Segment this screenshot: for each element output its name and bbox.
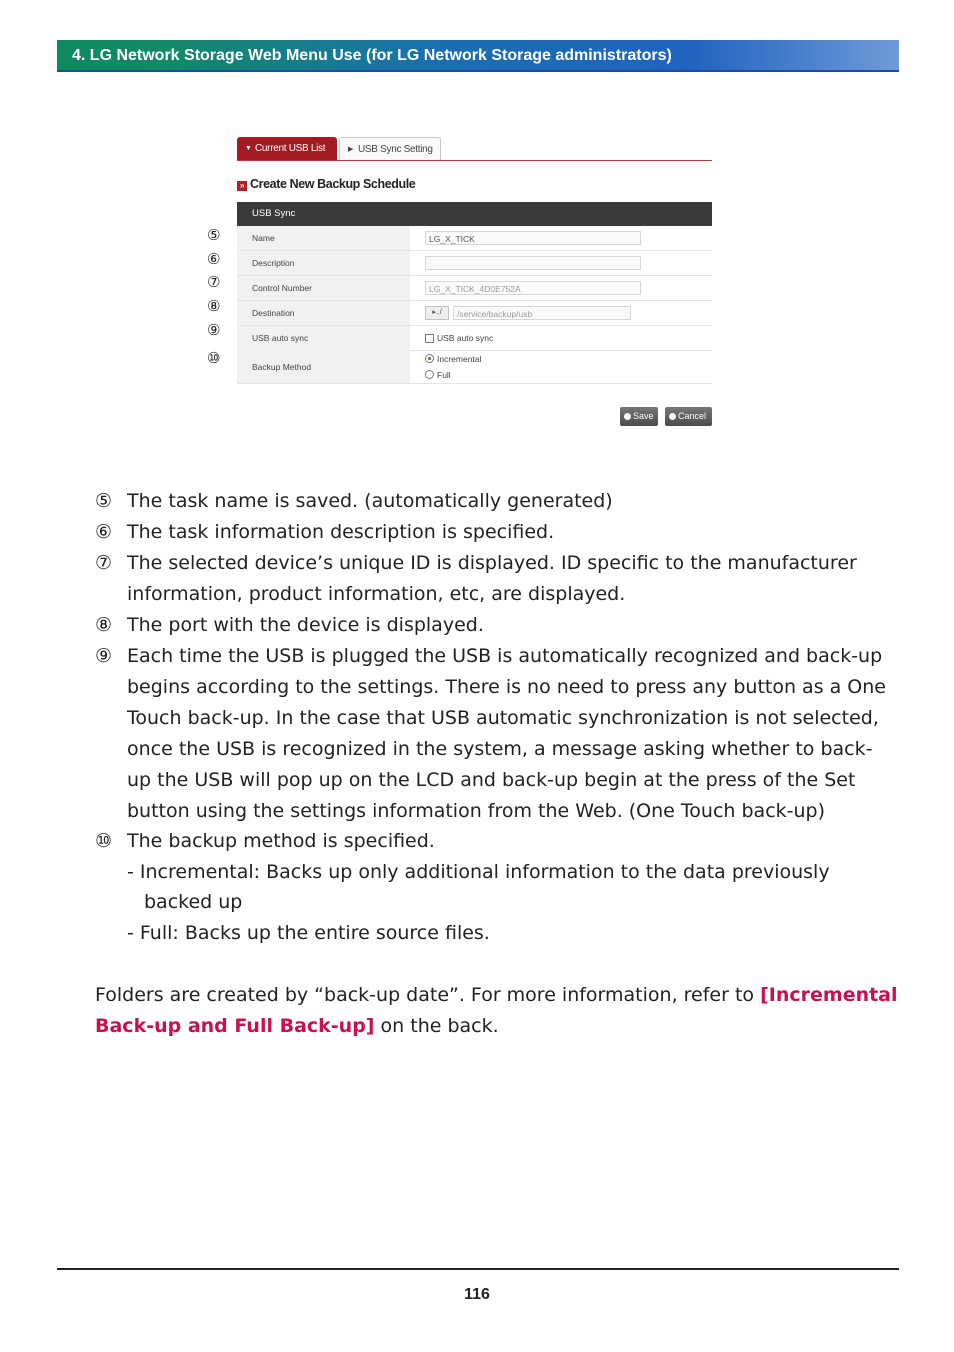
folder-note [95, 980, 898, 1042]
item-number: ⑦ [95, 552, 113, 574]
item-text: once the USB is recognized in the system, a message asking whether to back- [127, 738, 873, 760]
sub-item-incremental: - Incremental: Backs up only additional information to the data previously [127, 861, 830, 883]
cancel-icon [669, 413, 676, 420]
chapter-header-bar [57, 40, 899, 72]
tab-underline [237, 160, 712, 161]
section-title [237, 177, 415, 191]
row-name [237, 226, 712, 251]
save-button-label: Save [633, 411, 654, 421]
item-text: information, product information, etc, are displayed. [127, 583, 626, 605]
callout-8: ⑧ [207, 297, 221, 315]
name-input[interactable]: LG_X_TICK [425, 231, 641, 245]
item-text: The port with the device is displayed. [127, 614, 484, 636]
incremental-label: Incremental [437, 353, 482, 364]
row-destination [237, 301, 712, 326]
item-number: ⑧ [95, 614, 113, 636]
row-description [237, 251, 712, 276]
item-number: ⑥ [95, 521, 113, 543]
caret-down-icon: ▼ [245, 145, 252, 152]
description-input[interactable] [425, 256, 641, 270]
folder-note-text: Folders are created by “back-up date”. For more information, refer to [95, 984, 761, 1006]
caret-right-icon: ▶ [348, 146, 354, 153]
auto-sync-checkbox[interactable] [425, 334, 434, 343]
row-label: Control Number [237, 276, 410, 300]
cross-reference-link[interactable]: [Incremental [760, 984, 898, 1006]
sub-item-incremental-cont: backed up [144, 891, 243, 913]
row-backup-method [237, 350, 712, 384]
callout-10: ⑩ [207, 349, 221, 367]
item-text: The task name is saved. (automatically generated) [127, 490, 613, 512]
cancel-button-label: Cancel [678, 411, 707, 421]
item-text: The backup method is specified. [127, 830, 435, 852]
callout-5: ⑤ [207, 226, 221, 244]
folder-note-text-end: on the back. [374, 1015, 499, 1037]
control-number-field: LG_X_TICK_4D0E752A [425, 281, 641, 295]
item-text: Touch back-up. In the case that USB automatic synchronization is not selected, [127, 707, 879, 729]
item-text: Each time the USB is plugged the USB is automatically recognized and back-up [127, 645, 883, 667]
row-label: USB auto sync [237, 326, 410, 350]
item-text: begins according to the settings. There is no need to press any button as a One [127, 676, 886, 698]
item-text: button using the settings information from the Web. (One Touch back-up) [127, 800, 826, 822]
callout-6: ⑥ [207, 250, 221, 268]
save-icon [624, 413, 631, 420]
chapter-title: 4. LG Network Storage Web Menu Use (for LG Network Storage administrators) [72, 47, 672, 64]
item-text: The selected device’s unique ID is displayed. ID specific to the manufacturer [127, 552, 857, 574]
destination-field: /service/backup/usb [453, 306, 631, 320]
callout-9: ⑨ [207, 321, 221, 339]
callout-7: ⑦ [207, 273, 221, 291]
save-button[interactable] [620, 407, 658, 426]
full-label: Full [437, 369, 451, 380]
browse-button[interactable]: ▸../ [425, 306, 449, 320]
cancel-button[interactable] [665, 407, 712, 426]
full-radio[interactable] [425, 370, 434, 379]
row-label: Backup Method [237, 350, 410, 383]
item-text: The task information description is specified. [127, 521, 555, 543]
sub-item-full: - Full: Backs up the entire source files. [127, 922, 490, 944]
auto-sync-option-label: USB auto sync [437, 333, 494, 343]
cross-reference-link-cont[interactable]: Back-up and Full Back-up] [95, 1015, 375, 1037]
tab-label: USB Sync Setting [358, 144, 433, 155]
tab-label: Current USB List [255, 143, 326, 154]
row-label: Description [237, 251, 410, 275]
row-control-number [237, 276, 712, 301]
web-ui-screenshot [237, 137, 712, 437]
section-title-text: Create New Backup Schedule [250, 177, 416, 191]
item-number: ⑨ [95, 645, 113, 667]
tab-current-usb-list[interactable] [237, 137, 337, 160]
item-number: ⑤ [95, 490, 113, 512]
row-label: Name [237, 226, 410, 250]
item-number: ⑩ [95, 830, 113, 852]
form-header: USB Sync [237, 202, 712, 226]
incremental-radio[interactable] [425, 354, 434, 363]
arrow-box-icon: » [237, 181, 247, 191]
page-number: 116 [464, 1286, 490, 1303]
footer-divider [57, 1268, 899, 1270]
item-text: up the USB will pop up on the LCD and back-up begin at the press of the Set [127, 769, 856, 791]
tab-usb-sync-setting[interactable] [339, 137, 441, 160]
row-auto-sync [237, 326, 712, 351]
row-label: Destination [237, 301, 410, 325]
